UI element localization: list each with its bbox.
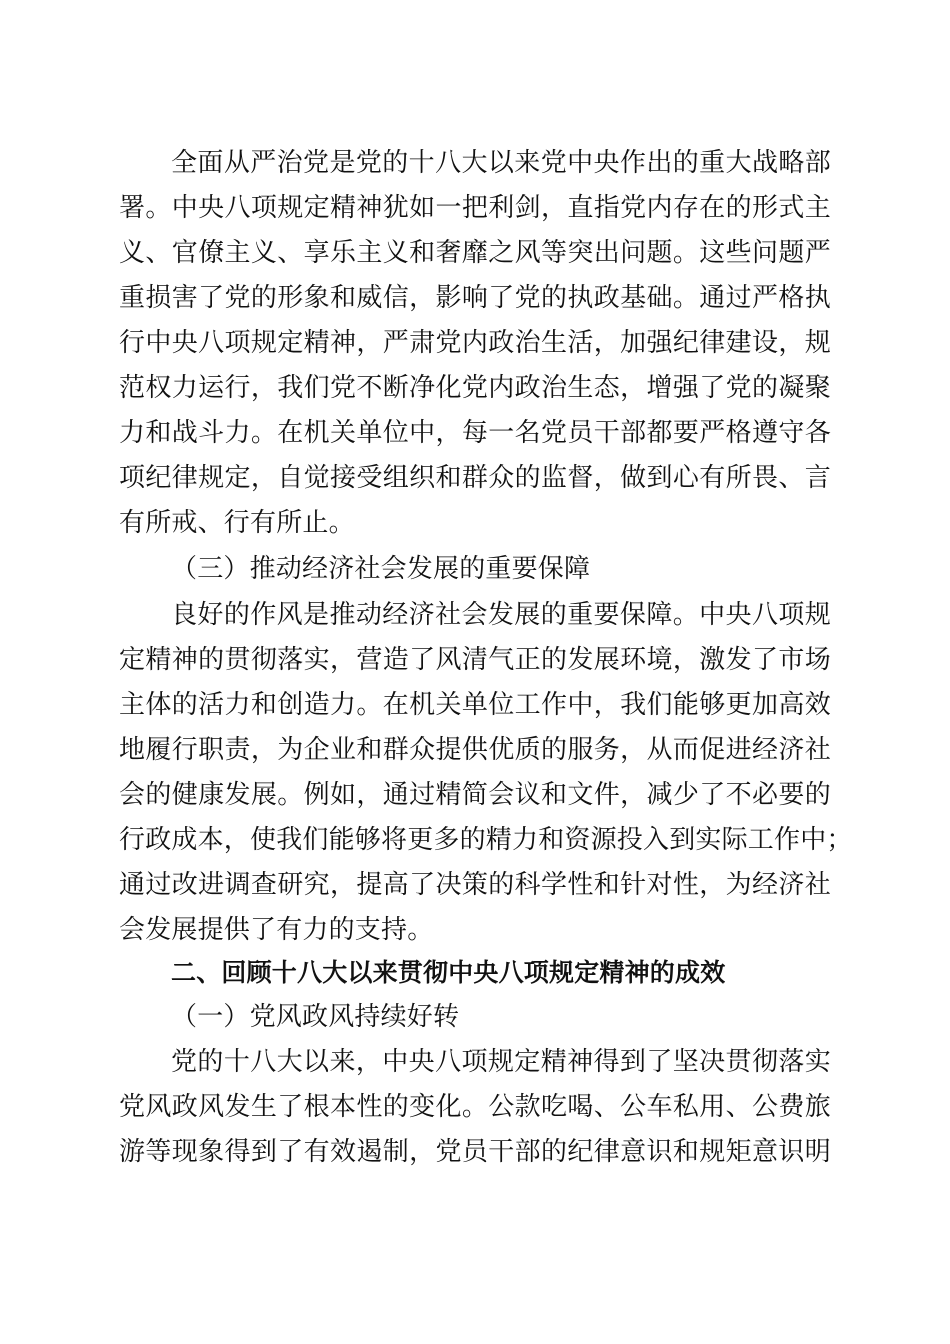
paragraph-line: 党的十八大以来，中央八项规定精神得到了坚决贯彻落实 — [171, 1047, 831, 1077]
paragraph-line: 署。中央八项规定精神犹如一把利剑，直指党内存在的形式主 — [119, 193, 831, 223]
paragraph-line: 会的健康发展。例如，通过精简会议和文件，减少了不必要的 — [119, 780, 831, 810]
paragraph-line: 主体的活力和创造力。在机关单位工作中，我们能够更加高效 — [119, 690, 831, 720]
paragraph-line: 游等现象得到了有效遏制，党员干部的纪律意识和规矩意识明 — [119, 1137, 831, 1167]
section-heading: 二、回顾十八大以来贯彻中央八项规定精神的成效 — [171, 958, 726, 987]
section-subheading: （一）党风政风持续好转 — [171, 1002, 460, 1032]
paragraph-line: 行中央八项规定精神，严肃党内政治生活，加强纪律建设，规 — [119, 328, 831, 358]
paragraph-line: 有所戒、行有所止。 — [119, 508, 355, 538]
paragraph-line: 项纪律规定，自觉接受组织和群众的监督，做到心有所畏、言 — [119, 463, 831, 493]
paragraph-line: 行政成本，使我们能够将更多的精力和资源投入到实际工作中； — [119, 825, 853, 855]
paragraph-line: 定精神的贯彻落实，营造了风清气正的发展环境，激发了市场 — [119, 645, 831, 675]
section-subheading: （三）推动经济社会发展的重要保障 — [171, 554, 591, 584]
paragraph-line: 义、官僚主义、享乐主义和奢靡之风等突出问题。这些问题严 — [119, 238, 831, 268]
paragraph-line: 良好的作风是推动经济社会发展的重要保障。中央八项规 — [171, 600, 831, 630]
paragraph-line: 范权力运行，我们党不断净化党内政治生态，增强了党的凝聚 — [119, 373, 831, 403]
paragraph-line: 力和战斗力。在机关单位中，每一名党员干部都要严格遵守各 — [119, 418, 831, 448]
paragraph-line: 党风政风发生了根本性的变化。公款吃喝、公车私用、公费旅 — [119, 1092, 831, 1122]
paragraph-line: 全面从严治党是党的十八大以来党中央作出的重大战略部 — [171, 148, 831, 178]
paragraph-line: 地履行职责，为企业和群众提供优质的服务，从而促进经济社 — [119, 735, 831, 765]
paragraph-line: 通过改进调查研究，提高了决策的科学性和针对性，为经济社 — [119, 870, 831, 900]
paragraph-line: 会发展提供了有力的支持。 — [119, 915, 434, 945]
paragraph-line: 重损害了党的形象和威信，影响了党的执政基础。通过严格执 — [119, 283, 831, 313]
